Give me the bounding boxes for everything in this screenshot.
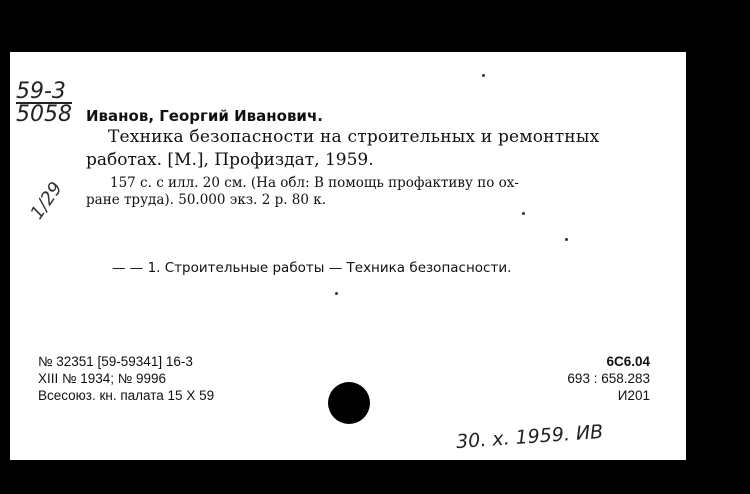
punch-hole xyxy=(328,382,370,424)
handwritten-call-number xyxy=(16,79,72,127)
call-number-bottom: 5058 xyxy=(16,102,72,127)
subject-heading: — — 1. Строительные работы — Техника безопасности. xyxy=(112,260,512,276)
author-heading: Иванов, Георгий Иванович. xyxy=(86,107,323,125)
handwritten-side-note: 1/29 xyxy=(26,178,67,224)
registration-line-2: XIII № 1934; № 9996 xyxy=(38,371,167,386)
catalog-card xyxy=(10,52,686,460)
classification-block xyxy=(567,353,650,404)
scan-speck xyxy=(482,74,485,77)
title-line-2: работах. [М.], Профиздат, 1959. xyxy=(86,150,374,170)
call-number-top: 59-3 xyxy=(16,79,66,104)
classification-line-1: 6С6.04 xyxy=(606,354,650,369)
handwritten-date: 30. x. 1959. ИВ xyxy=(455,420,604,454)
registration-block xyxy=(38,353,214,404)
registration-line-1: № 32351 [59-59341] 16-3 xyxy=(38,354,193,369)
scan-border-top xyxy=(0,0,750,52)
classification-line-2: 693 : 658.283 xyxy=(567,371,650,386)
classification-line-3: И201 xyxy=(617,388,650,403)
scan-border-right xyxy=(686,0,750,494)
physical-description-line-1: 157 с. с илл. 20 см. (На обл: В помощь профактиву по ох- xyxy=(110,175,519,191)
registration-line-3: Всесоюз. кн. палата 15 X 59 xyxy=(38,388,215,403)
physical-description-line-2: ране труда). 50.000 экз. 2 р. 80 к. xyxy=(86,192,327,208)
title-line-1: Техника безопасности на строительных и ремонтных xyxy=(108,127,600,147)
scan-speck xyxy=(522,212,525,215)
scan-speck xyxy=(565,238,568,241)
scan-speck xyxy=(335,292,338,295)
